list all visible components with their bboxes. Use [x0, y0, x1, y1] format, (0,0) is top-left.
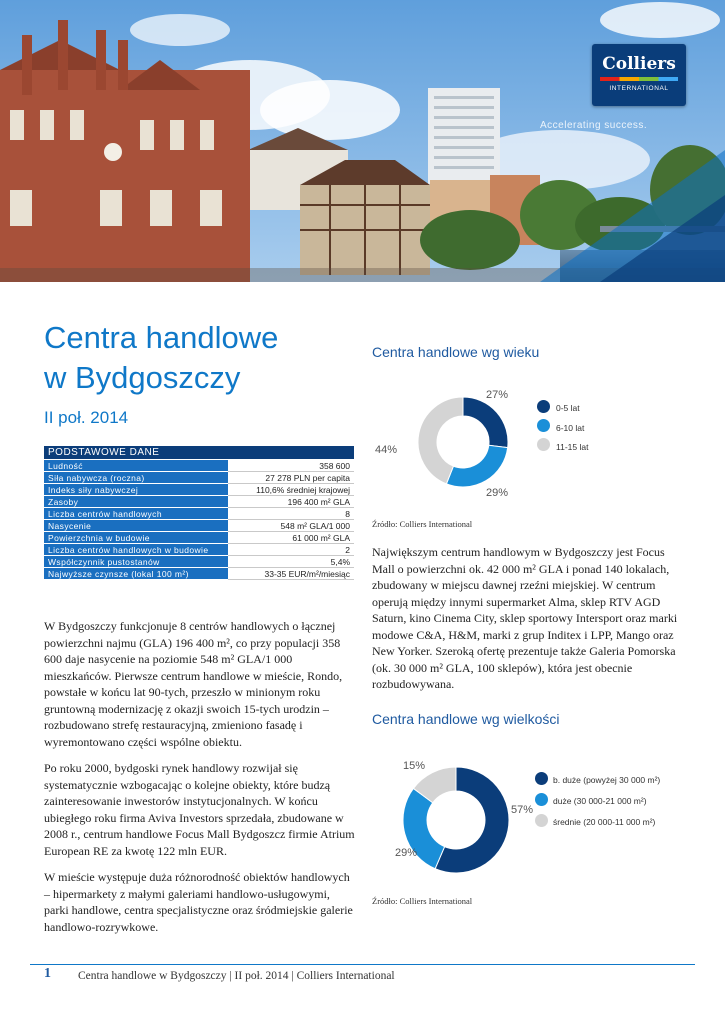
chart-age-label-0: 27%: [486, 389, 509, 401]
paragraph: Największym centrum handlowym w Bydgoszczy jest Focus Mall o powierzchni ok. 42 000 m² GLA i ponad 140 lokalach, zbudowany w miejscu dawnej rzeźni miejskiej. W centrum operują między innymi supermarket Alma, sklep RTV AGD Saturn, kino Cinema City, sklep sportowy Intersport oraz marki modowe C&A, H&M, marki z grup Inditex i LPP, Mango oraz New Yorker. Szeroką ofertę prezentuje także Galeria Pomorska (ok. 30 000 m² GLA, 100 sklepów), która jest obecnie rozbudowywana.: [372, 545, 678, 691]
row-value: 358 600: [228, 460, 354, 472]
title-line-1: Centra handlowe: [44, 320, 279, 355]
row-value: 27 278 PLN per capita: [228, 472, 354, 484]
table-row: [44, 532, 354, 544]
chart-size-source: Źródło: Colliers International: [372, 896, 473, 906]
row-value: 61 000 m² GLA: [228, 532, 354, 544]
logo-subtitle: INTERNATIONAL: [609, 85, 669, 92]
left-paragraph-3: [44, 869, 356, 935]
chart-size-legend-1: duże (30 000-21 000 m²): [553, 796, 647, 806]
row-value: 33-35 EUR/m²/miesiąc: [228, 568, 354, 580]
row-value: 196 400 m² GLA: [228, 496, 354, 508]
table-row: [44, 556, 354, 568]
chart-size-donut: [401, 765, 511, 875]
legend-swatch: [535, 772, 548, 785]
legend-swatch: [535, 814, 548, 827]
key-data-table: [44, 446, 354, 580]
row-label: Zasoby: [44, 496, 228, 508]
table-row: [44, 496, 354, 508]
left-paragraph-2: [44, 760, 356, 859]
logo-wordmark: Colliers: [602, 54, 676, 74]
table-row: [44, 568, 354, 580]
title-line-2: w Bydgoszczy: [44, 360, 241, 395]
row-value: 548 m² GLA/1 000: [228, 520, 354, 532]
table-row: [44, 520, 354, 532]
row-label: Liczba centrów handlowych w budowie: [44, 544, 228, 556]
city-photo-illustration: [0, 0, 725, 282]
chart-size-label-1: 29%: [395, 847, 418, 859]
chart-age-legend-1: 6-10 lat: [556, 423, 585, 433]
footer-text: Centra handlowe w Bydgoszczy | II poł. 2014 | Colliers International: [78, 970, 395, 982]
logo-color-stripe: [600, 77, 678, 81]
page-number: 1: [44, 966, 51, 981]
donut-slice-1: [446, 445, 507, 487]
table-header-row: [44, 446, 354, 460]
paragraph: Po roku 2000, bydgoski rynek handlowy rozwijał się systematycznie wzbogacając o kolejne obiekty, które budzą zainteresowanie inwestorów instytucjonalnych. W końcu ubiegłego roku firma Aviva Investors sprzedała, zbudowane w 2008 r., centrum handlowe Focus Mall Bydgoszcz firmie Atrium European RE za kwotę 122 mln EUR.: [44, 761, 355, 858]
left-paragraph-1: [44, 618, 356, 750]
row-value: 2: [228, 544, 354, 556]
chart-age-title: Centra handlowe wg wieku: [372, 344, 540, 360]
table-row: [44, 472, 354, 484]
row-value: 5,4%: [228, 556, 354, 568]
legend-swatch: [537, 419, 550, 432]
chart-age-source: Źródło: Colliers International: [372, 519, 473, 529]
footer-divider: [30, 964, 695, 965]
colliers-logo: [592, 44, 686, 106]
table-row: [44, 544, 354, 556]
legend-swatch: [537, 438, 550, 451]
tagline: Accelerating success.: [540, 120, 648, 131]
hero-photo: [0, 0, 725, 282]
donut-slice-0: [463, 397, 508, 448]
legend-swatch: [535, 793, 548, 806]
row-label: Najwyższe czynsze (lokal 100 m²): [44, 568, 228, 580]
chart-size-title: Centra handlowe wg wielkości: [372, 711, 560, 727]
document-subtitle: II poł. 2014: [44, 408, 129, 427]
paragraph: W mieście występuje duża różnorodność obiektów handlowych – hipermarkety z małymi galeriami handlowo-usługowymi, parki handlowe, centra specjalistyczne oraz śródmiejskie galerie handlowo-rozrywkowe.: [44, 870, 353, 934]
row-label: Ludność: [44, 460, 228, 472]
table-row: [44, 508, 354, 520]
chart-size-legend-0: b. duże (powyżej 30 000 m²): [553, 775, 661, 785]
row-label: Powierzchnia w budowie: [44, 532, 228, 544]
chart-age-label-1: 29%: [486, 487, 509, 499]
row-value: 8: [228, 508, 354, 520]
row-label: Nasycenie: [44, 520, 228, 532]
document-title: [44, 318, 278, 398]
legend-swatch: [537, 400, 550, 413]
right-paragraph: [372, 544, 690, 693]
table-row: [44, 460, 354, 472]
row-value: 110,6% średniej krajowej: [228, 484, 354, 496]
row-label: Indeks siły nabywczej: [44, 484, 228, 496]
row-label: Siła nabywcza (roczna): [44, 472, 228, 484]
row-label: Liczba centrów handlowych: [44, 508, 228, 520]
row-label: Współczynnik pustostanów: [44, 556, 228, 568]
table-header: PODSTAWOWE DANE: [44, 446, 354, 460]
chart-size-label-0: 57%: [511, 804, 534, 816]
chart-age-legend-0: 0-5 lat: [556, 403, 580, 413]
chart-age-label-2: 44%: [375, 444, 398, 456]
table-row: [44, 484, 354, 496]
paragraph: W Bydgoszczy funkcjonuje 8 centrów handlowych o łącznej powierzchni najmu (GLA) 196 400 m², co przy populacji 358 600 daje nasycenie na poziomie 548 m² GLA/1 000 mieszkańców. Pierwsze centrum handlowe w mieście, Rondo, powstałe w końcu lat 90-tych, przeszło w minionym roku gruntowną modernizację z okazji swoich 15-tych urodzin – rozbudowano strefę restauracyjną, zmieniono fasadę i wyremontowano części wspólne obiektu.: [44, 619, 343, 749]
chart-size-legend-2: średnie (20 000-11 000 m²): [553, 817, 656, 827]
chart-age-legend-2: 11-15 lat: [556, 442, 589, 452]
chart-size-label-2: 15%: [403, 760, 426, 772]
chart-age-donut: [418, 390, 508, 500]
